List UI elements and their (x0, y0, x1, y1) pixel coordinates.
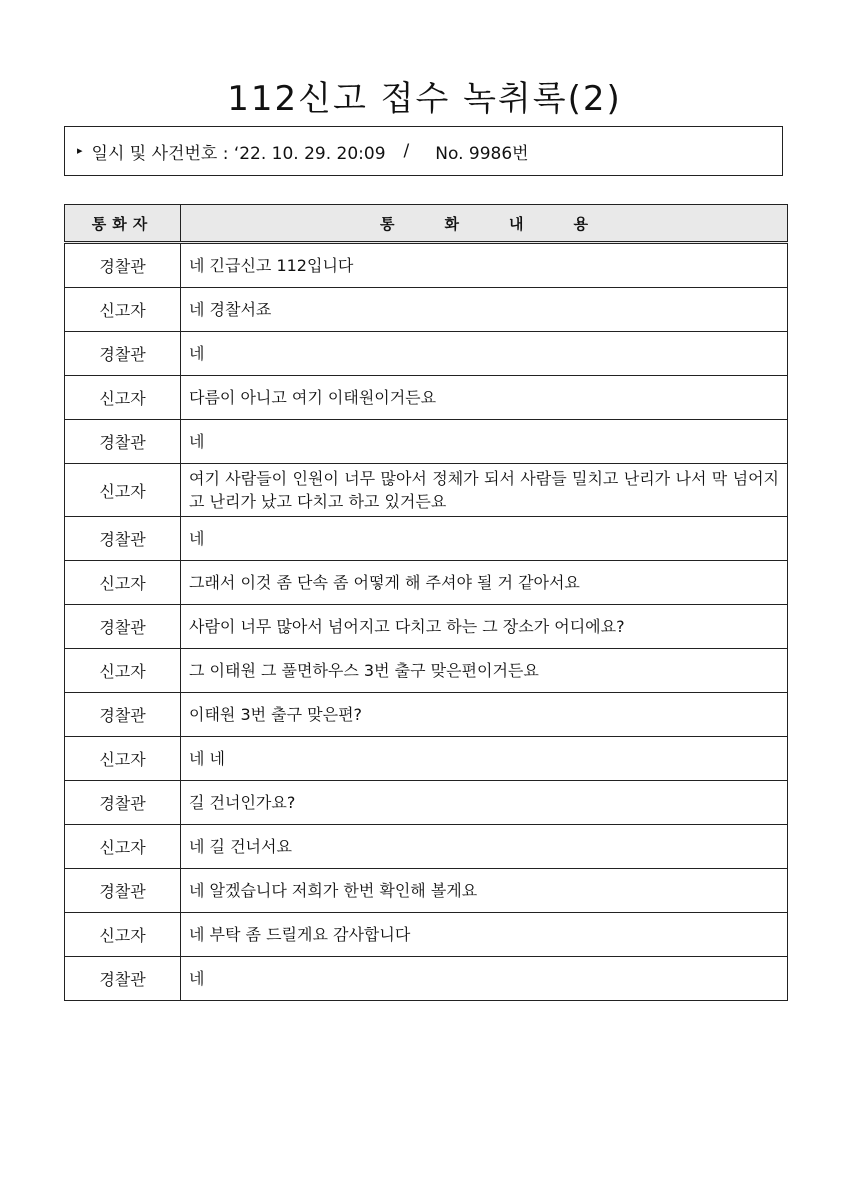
case-number: No. 9986번 (435, 143, 529, 164)
table-row (65, 737, 788, 781)
speaker-cell: 경찰관 (65, 693, 181, 737)
content-cell: 네 (181, 957, 788, 1001)
speaker-cell: 경찰관 (65, 243, 181, 288)
table-row (65, 649, 788, 693)
content-cell: 이태원 3번 출구 맞은편? (181, 693, 788, 737)
table-row (65, 913, 788, 957)
table-row (65, 561, 788, 605)
speaker-cell: 신고자 (65, 288, 181, 332)
speaker-cell: 신고자 (65, 464, 181, 517)
speaker-cell: 경찰관 (65, 781, 181, 825)
speaker-cell: 경찰관 (65, 957, 181, 1001)
table-row (65, 693, 788, 737)
table-row (65, 332, 788, 376)
content-cell: 네 경찰서죠 (181, 288, 788, 332)
table-row (65, 464, 788, 517)
content-cell: 네 (181, 332, 788, 376)
table-row (65, 517, 788, 561)
table-row (65, 420, 788, 464)
content-cell: 네 (181, 517, 788, 561)
speaker-cell: 신고자 (65, 737, 181, 781)
speaker-cell: 경찰관 (65, 332, 181, 376)
content-cell: 그 이태원 그 풀면하우스 3번 출구 맞은편이거든요 (181, 649, 788, 693)
speaker-cell: 신고자 (65, 825, 181, 869)
speaker-cell: 신고자 (65, 376, 181, 420)
content-cell: 네 긴급신고 112입니다 (181, 243, 788, 288)
content-cell: 네 (181, 420, 788, 464)
table-row (65, 376, 788, 420)
speaker-cell: 경찰관 (65, 420, 181, 464)
table-row (65, 243, 788, 288)
content-cell: 길 건너인가요? (181, 781, 788, 825)
table-row (65, 781, 788, 825)
case-info-box (64, 126, 783, 176)
speaker-cell: 경찰관 (65, 869, 181, 913)
table-row (65, 605, 788, 649)
speaker-cell: 경찰관 (65, 605, 181, 649)
speaker-cell: 신고자 (65, 561, 181, 605)
content-cell: 다름이 아니고 여기 이태원이거든요 (181, 376, 788, 420)
content-cell: 네 부탁 좀 드릴게요 감사합니다 (181, 913, 788, 957)
table-row (65, 869, 788, 913)
content-cell: 사람이 너무 많아서 넘어지고 다치고 하는 그 장소가 어디에요? (181, 605, 788, 649)
content-cell: 네 길 건너서요 (181, 825, 788, 869)
speaker-cell: 신고자 (65, 913, 181, 957)
content-cell: 여기 사람들이 인원이 너무 많아서 정체가 되서 사람들 밀치고 난리가 나서 막 넘어지고 난리가 났고 다치고 하고 있거든요 (181, 464, 788, 517)
content-cell: 네 알겠습니다 저희가 한번 확인해 볼게요 (181, 869, 788, 913)
document-title: 112신고 접수 녹취록(2) (227, 79, 622, 119)
triangle-bullet-icon: ▸ (77, 143, 83, 157)
date-label: 일시 및 사건번호 : ‘22. 10. 29. 20:09 (91, 143, 386, 164)
table-row (65, 957, 788, 1001)
content-cell: 네 네 (181, 737, 788, 781)
content-cell: 그래서 이것 좀 단속 좀 어떻게 해 주셔야 될 거 같아서요 (181, 561, 788, 605)
header-speaker: 통화자 (65, 205, 181, 243)
header-content: 통화내용 (181, 205, 788, 243)
header-row (65, 205, 788, 243)
info-separator: / (403, 141, 410, 161)
table-row (65, 825, 788, 869)
speaker-cell: 경찰관 (65, 517, 181, 561)
speaker-cell: 신고자 (65, 649, 181, 693)
transcript-table (64, 204, 788, 1001)
table-row (65, 288, 788, 332)
